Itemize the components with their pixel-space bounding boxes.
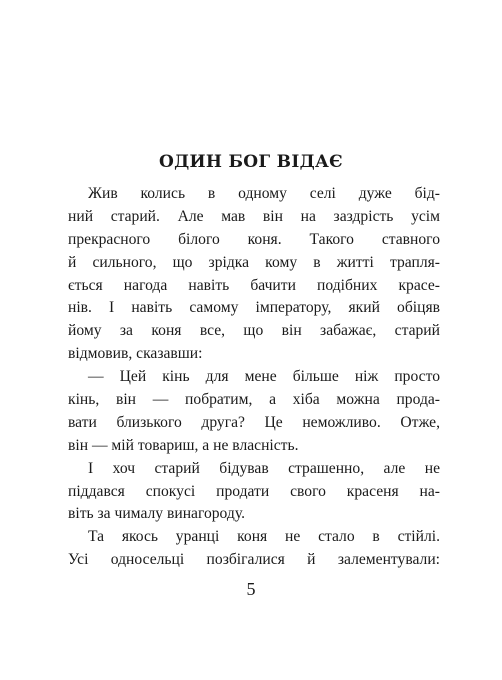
text-line: Та якось уранці коня не стало в стійлі. — [88, 528, 440, 546]
text-line: — Цей кінь для мене більше ніж просто — [88, 368, 440, 386]
text-line: ється нагода навіть бачити подібних красе- — [68, 276, 440, 294]
text-line: він — мій товариш, а не власність. — [68, 436, 299, 454]
text-line: нів. І навіть самому імператору, який обіцяв — [68, 299, 440, 317]
text-line: кінь, він — побратим, а хіба можна прода- — [68, 391, 440, 409]
text-line: Усі односельці позбігалися й залементували: — [68, 551, 440, 569]
text-line: Жив колись в одному селі дуже бід- — [88, 185, 440, 202]
text-line: піддався спокусі продати свого красеня на- — [68, 482, 440, 500]
body-text — [68, 183, 440, 572]
text-line: І хоч старий бідував страшенно, але не — [88, 459, 440, 477]
text-line: прекрасного білого коня. Такого ставного — [68, 230, 440, 248]
text-line: ний старий. Але мав він на заздрість усім — [68, 207, 440, 225]
text-line: йому за коня все, що він забажає, старий — [68, 322, 440, 340]
page-number: 5 — [246, 579, 256, 599]
text-line: й сильного, що зрідка кому в житті трапля- — [68, 253, 440, 271]
text-line: відмовив, сказавши: — [68, 345, 203, 363]
text-line: віть за чималу винагороду. — [68, 505, 245, 523]
chapter-title: ОДИН БОГ ВІДАЄ — [159, 152, 343, 172]
text-line: вати близького друга? Це неможливо. Отже, — [68, 413, 440, 431]
